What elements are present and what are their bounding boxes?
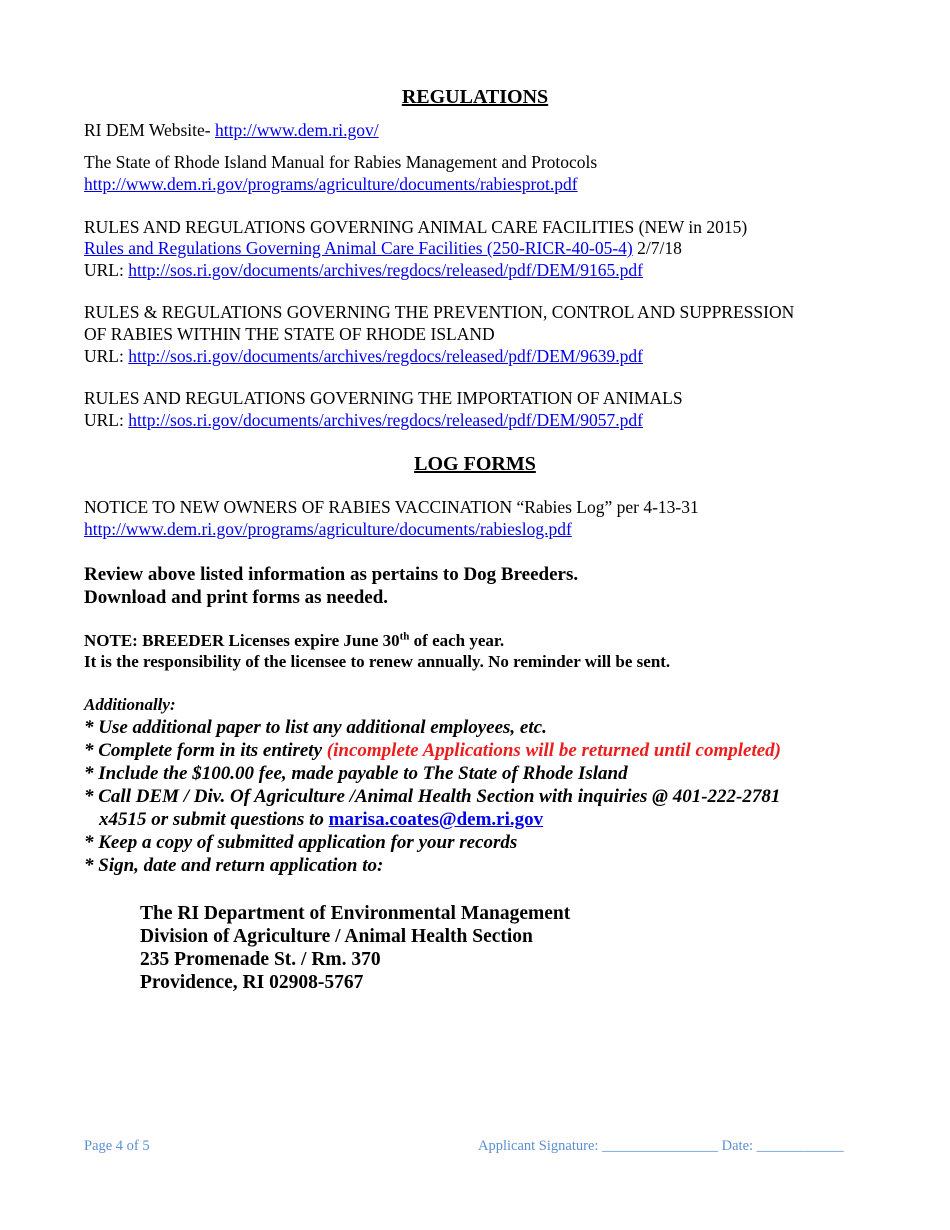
importation-url-line (84, 409, 643, 431)
review-line-2: Download and print forms as needed. (84, 587, 389, 608)
instruction-item: * Keep a copy of submitted application for your records (84, 832, 518, 853)
note-text: NOTE: BREEDER Licenses expire June 30 (84, 631, 400, 650)
dem-website-line (84, 119, 379, 141)
instruction-item: * Use additional paper to list any additional employees, etc. (84, 717, 547, 738)
note-superscript: th (399, 630, 410, 643)
care-facilities-link-line (84, 237, 682, 259)
address-line-3: 235 Promenade St. / Rm. 370 (140, 949, 381, 970)
instruction-text: * Complete form in its entirety (84, 740, 327, 761)
dem-website-link[interactable]: http://www.dem.ri.gov/ (214, 120, 379, 140)
note-line-1 (84, 630, 504, 652)
url-label: URL: (84, 346, 129, 366)
instruction-item (84, 739, 781, 762)
contact-email-link[interactable]: marisa.coates@dem.ri.gov (328, 809, 544, 830)
url-label: URL: (84, 410, 129, 430)
note-line-2: It is the responsibility of the licensee to renew annually. No reminder will be sent. (84, 652, 671, 671)
address-line-1: The RI Department of Environmental Management (140, 903, 571, 924)
address-line-2: Division of Agriculture / Animal Health Section (140, 926, 533, 947)
care-facilities-url[interactable]: http://sos.ri.gov/documents/archives/regdocs/released/pdf/DEM/9165.pdf (128, 260, 643, 280)
rabies-rules-url[interactable]: http://sos.ri.gov/documents/archives/regdocs/released/pdf/DEM/9639.pdf (128, 346, 643, 366)
care-facilities-url-line (84, 259, 643, 281)
importation-url[interactable]: http://sos.ri.gov/documents/archives/regdocs/released/pdf/DEM/9057.pdf (128, 410, 643, 430)
url-label: URL: (84, 260, 129, 280)
instruction-item-continuation (99, 808, 543, 831)
regulations-heading: REGULATIONS (401, 86, 549, 108)
signature-date-line: Applicant Signature: ________________ Date: ____________ (478, 1138, 844, 1154)
instruction-item: * Include the $100.00 fee, made payable to The State of Rhode Island (84, 763, 628, 784)
instruction-item: * Sign, date and return application to: (84, 855, 384, 876)
rabies-log-link[interactable]: http://www.dem.ri.gov/programs/agriculture/documents/rabieslog.pdf (84, 519, 572, 539)
manual-title: The State of Rhode Island Manual for Rabies Management and Protocols (84, 152, 598, 172)
note-text-end: of each year. (409, 631, 505, 650)
review-line-1: Review above listed information as pertains to Dog Breeders. (84, 564, 579, 585)
rabies-rules-title-1: RULES & REGULATIONS GOVERNING THE PREVENTION, CONTROL AND SUPPRESSION (84, 302, 795, 322)
importation-title: RULES AND REGULATIONS GOVERNING THE IMPORTATION OF ANIMALS (84, 388, 683, 408)
log-forms-heading: LOG FORMS (414, 453, 536, 475)
address-line-4: Providence, RI 02908-5767 (140, 972, 364, 993)
additionally-label: Additionally: (84, 695, 176, 714)
care-facilities-link[interactable]: Rules and Regulations Governing Animal Care Facilities (250-RICR-40-05-4) (84, 238, 633, 258)
instruction-text: x4515 or submit questions to (99, 809, 329, 830)
rabies-log-link-line (84, 518, 572, 540)
rabies-rules-url-line (84, 345, 643, 367)
website-label: RI DEM Website- (84, 120, 215, 140)
incomplete-warning: (incomplete Applications will be returned until completed) (326, 740, 782, 761)
care-facilities-date: 2/7/18 (632, 238, 682, 258)
manual-link[interactable]: http://www.dem.ri.gov/programs/agriculture/documents/rabiesprot.pdf (84, 174, 578, 194)
rabies-rules-title-2: OF RABIES WITHIN THE STATE OF RHODE ISLAND (84, 324, 495, 344)
care-facilities-title: RULES AND REGULATIONS GOVERNING ANIMAL CARE FACILITIES (NEW in 2015) (84, 217, 748, 237)
instruction-item: * Call DEM / Div. Of Agriculture /Animal Health Section with inquiries @ 401-222-2781 (84, 786, 781, 807)
rabies-log-notice: NOTICE TO NEW OWNERS OF RABIES VACCINATION “Rabies Log” per 4-13-31 (84, 497, 699, 517)
page-number: Page 4 of 5 (84, 1138, 150, 1154)
manual-link-line (84, 173, 578, 195)
